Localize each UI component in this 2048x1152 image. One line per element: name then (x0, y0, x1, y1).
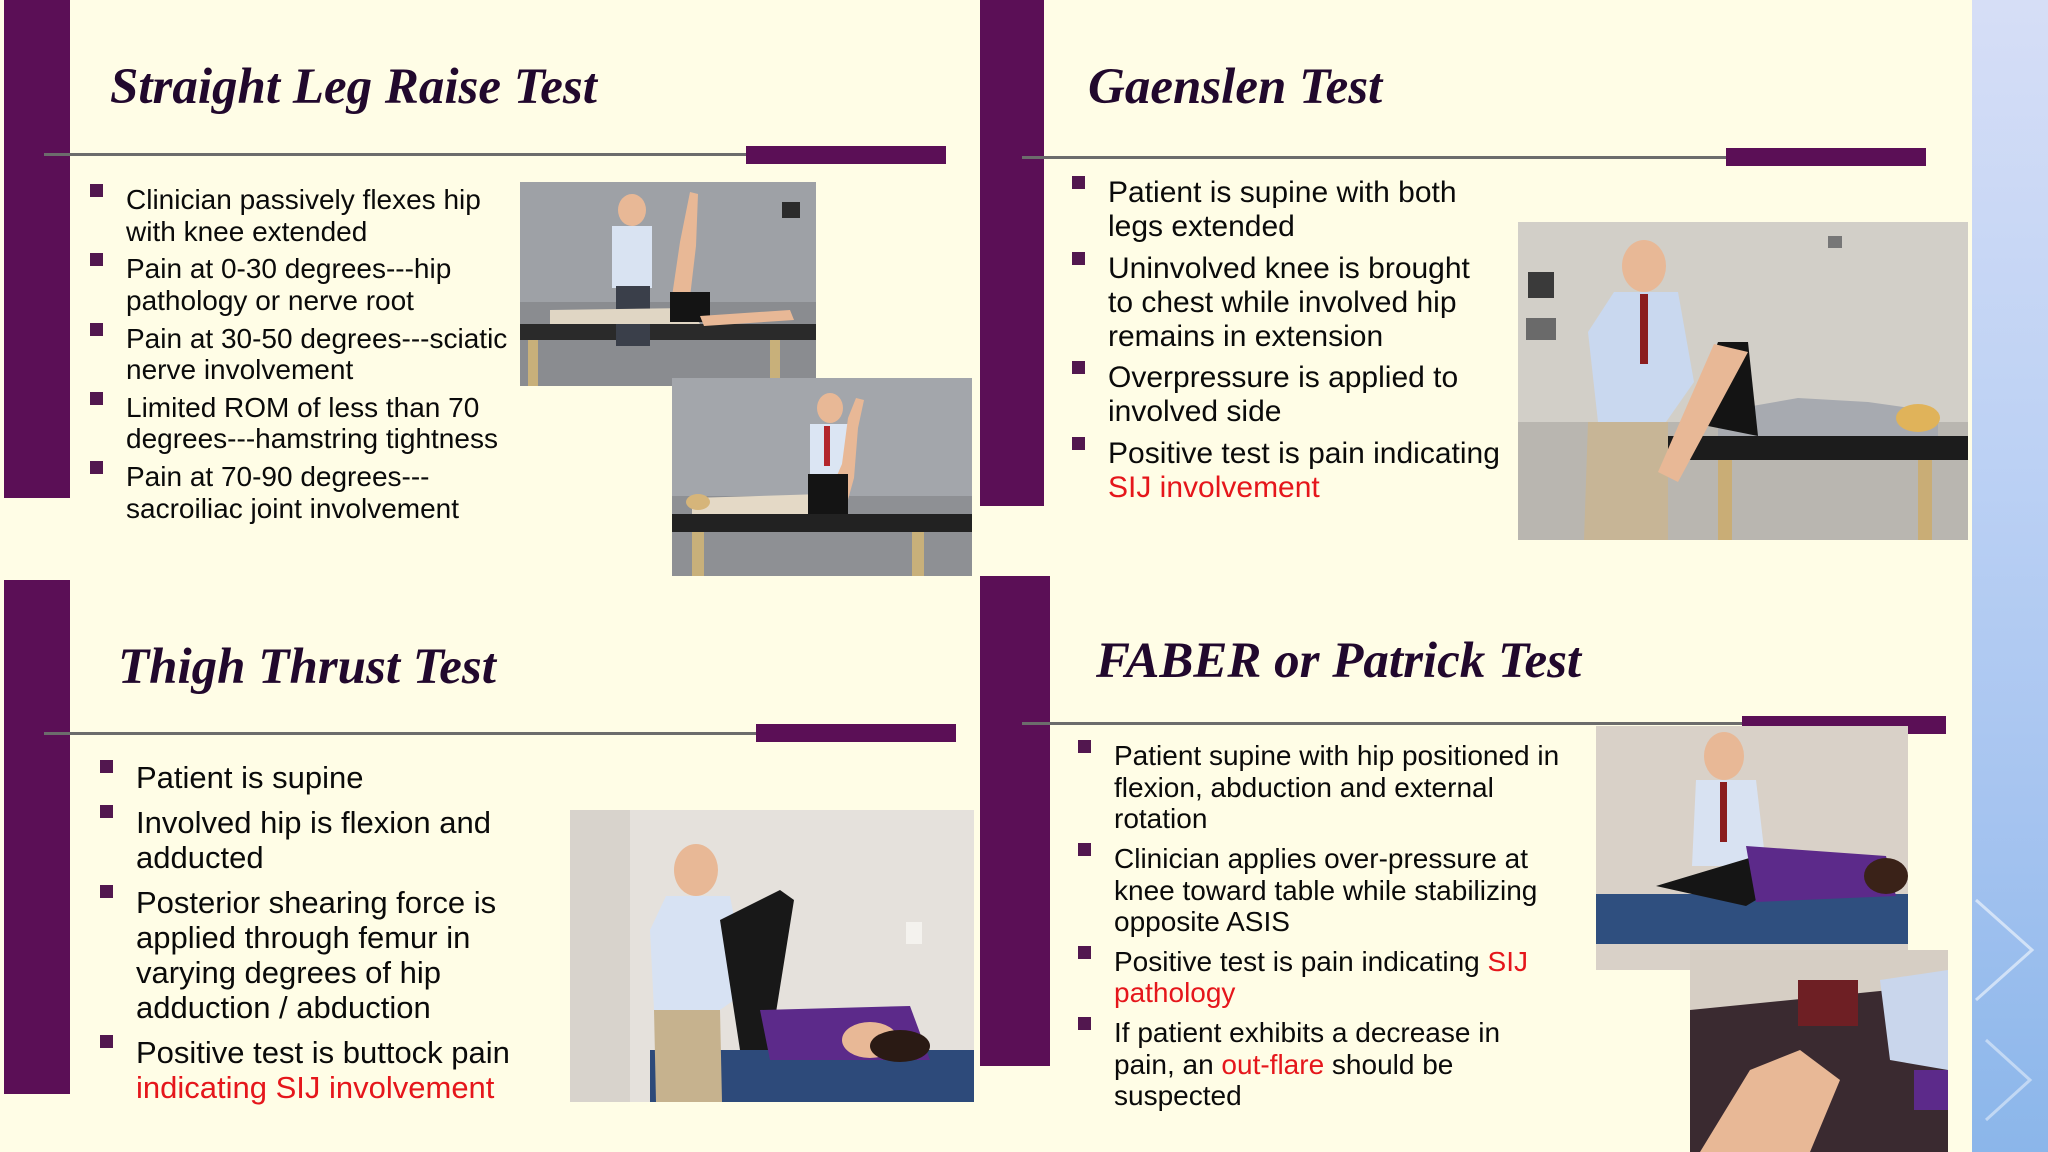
bullet-item: If patient exhibits a decrease in pain, an out-flare should be suspected (1078, 1017, 1568, 1112)
bullet-list (1072, 176, 1502, 505)
bullet-item: Involved hip is flexion and adducted (100, 805, 560, 875)
slide-thigh-thrust (0, 576, 978, 1152)
photo-gaenslen (1518, 222, 1968, 540)
bullet-item: Uninvolved knee is brought to chest while involved hip remains in extension (1072, 252, 1502, 354)
title-rule-accent (756, 724, 956, 742)
bullet-item: Posterior shearing force is applied through femur in varying degrees of hip adduction / abduction (100, 885, 560, 1025)
bullet-item: Patient supine with hip positioned in flexion, abduction and external rotation (1078, 740, 1568, 835)
slide-accent-bar (4, 580, 70, 1094)
bullet-item: Pain at 70-90 degrees---sacroiliac joint involvement (90, 461, 510, 524)
bullet-item: Clinician passively flexes hip with knee extended (90, 184, 510, 247)
slide-accent-bar (980, 0, 1044, 506)
photo-faber-1 (1596, 726, 1908, 970)
chevron-decoration-icon (1972, 0, 2048, 1152)
photo-slr-leg-raise-2 (672, 378, 972, 576)
slide-accent-bar (980, 576, 1050, 1066)
slide-accent-bar (4, 0, 70, 498)
bullet-item: Pain at 30-50 degrees---sciatic nerve involvement (90, 323, 510, 386)
slide-title: Gaenslen Test (1088, 59, 1383, 115)
bullet-item: Positive test is pain indicating SIJ pathology (1078, 946, 1568, 1009)
slide-title: Thigh Thrust Test (118, 639, 496, 695)
bullet-item: Positive test is buttock pain indicating SIJ involvement (100, 1035, 560, 1105)
slide-faber-patrick (978, 576, 1972, 1152)
bullet-list (90, 184, 510, 524)
slide-title: Straight Leg Raise Test (110, 59, 597, 115)
bullet-item: Clinician applies over-pressure at knee toward table while stabilizing opposite ASIS (1078, 843, 1568, 938)
photo-slr-leg-raise-1 (520, 182, 816, 386)
bullet-item: Patient is supine (100, 760, 560, 795)
photo-faber-2 (1690, 950, 1948, 1152)
photo-thigh-thrust (570, 810, 974, 1102)
slide-title: FABER or Patrick Test (1096, 633, 1582, 689)
title-rule-accent (1726, 148, 1926, 166)
bullet-list (100, 760, 560, 1105)
bullet-item: Overpressure is applied to involved side (1072, 361, 1502, 429)
bullet-item: Pain at 0-30 degrees---hip pathology or nerve root (90, 253, 510, 316)
bullet-list (1078, 740, 1568, 1112)
title-rule-accent (746, 146, 946, 164)
bullet-item: Limited ROM of less than 70 degrees---hamstring tightness (90, 392, 510, 455)
bullet-item: Patient is supine with both legs extended (1072, 176, 1502, 244)
slide-straight-leg-raise (0, 0, 978, 576)
background-gradient-strip (1972, 0, 2048, 1152)
bullet-item: Positive test is pain indicating SIJ involvement (1072, 437, 1502, 505)
slide-gaenslen (978, 0, 1972, 576)
